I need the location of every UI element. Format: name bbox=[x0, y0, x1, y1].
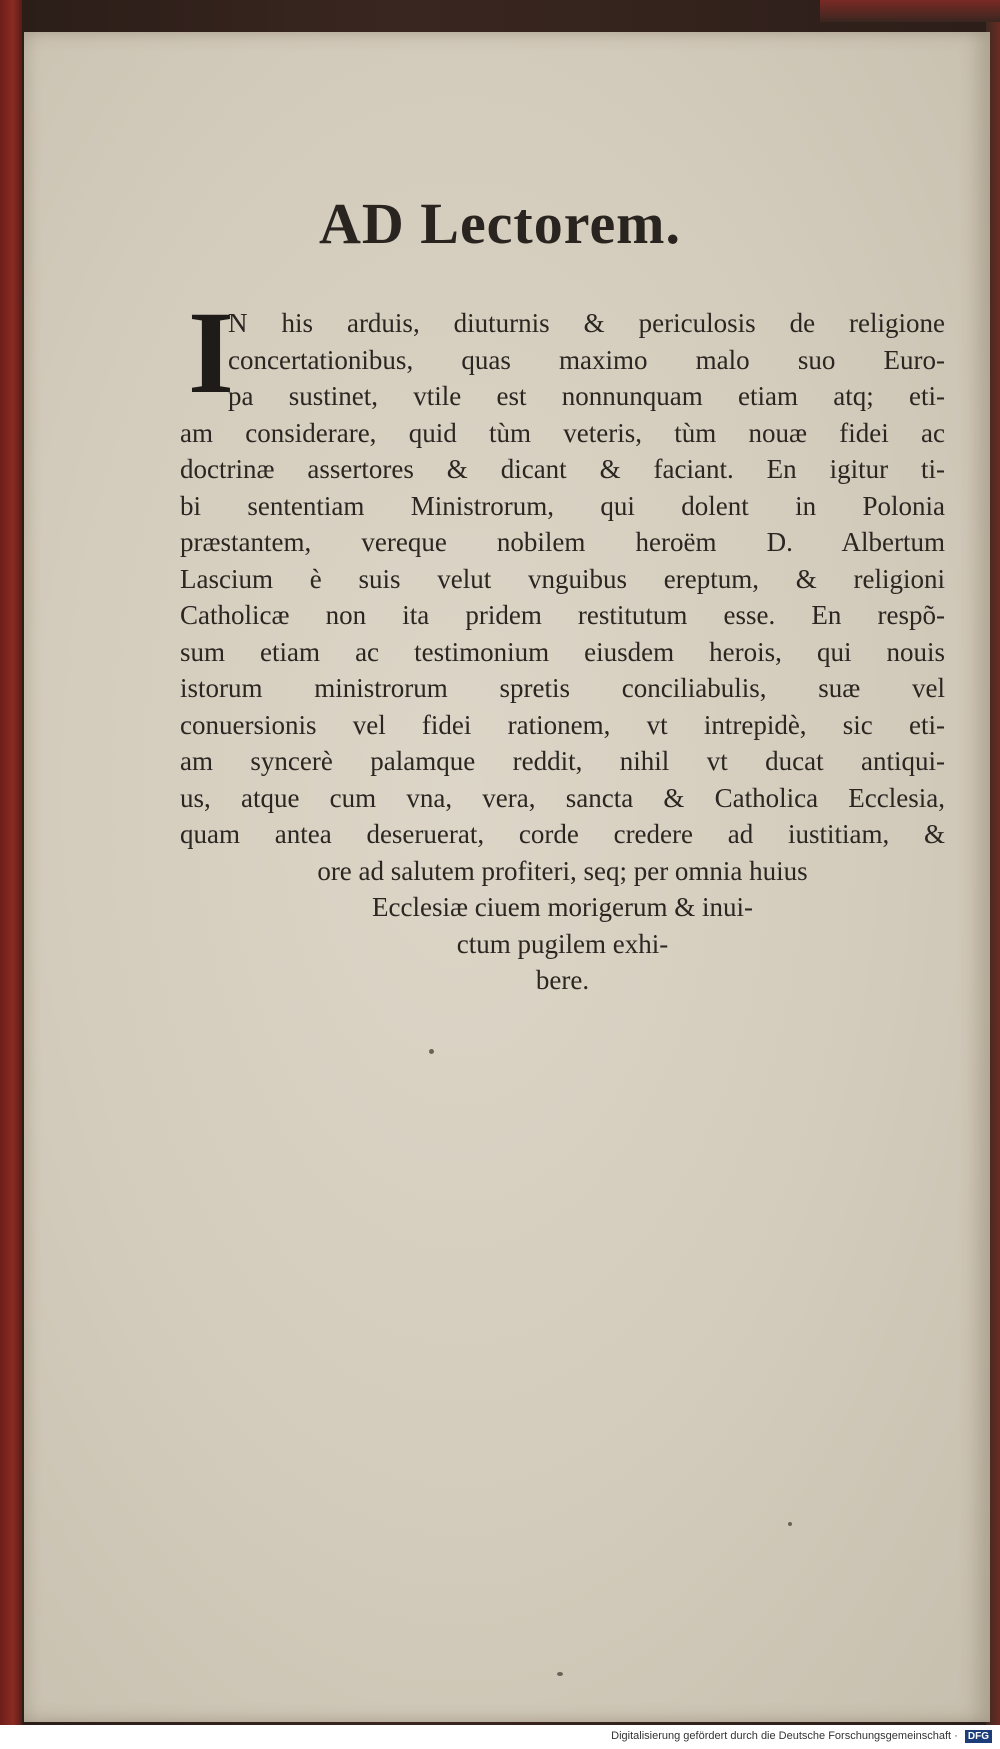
page-heading: AD Lectorem. bbox=[318, 191, 681, 256]
text-line: ctum pugilem exhi- bbox=[456, 928, 669, 959]
text-line: istorum ministrorum spretis conciliabulis, suæ vel bbox=[180, 673, 945, 703]
text-line: Ecclesiæ ciuem morigerum & inui- bbox=[372, 892, 753, 922]
text-line: am syncerè palamque reddit, nihil vt ducat antiqui- bbox=[180, 746, 945, 776]
body-text bbox=[180, 305, 945, 999]
text-line: bere. bbox=[535, 965, 590, 995]
ink-speck bbox=[429, 1049, 434, 1054]
text-line: quam antea deseruerat, corde credere ad iustitiam, & bbox=[180, 819, 945, 849]
text-line: concertationibus, quas maximo malo suo Euro- bbox=[228, 344, 945, 375]
text-line: sum etiam ac testimonium eiusdem herois, qui nouis bbox=[180, 636, 945, 667]
text-line: doctrinæ assertores & dicant & faciant. En igitur ti- bbox=[180, 454, 945, 484]
text-line: conuersionis vel fidei rationem, vt intrepidè, sic eti- bbox=[180, 709, 945, 740]
text-line: bi sententiam Ministrorum, qui dolent in Polonia bbox=[180, 490, 945, 521]
text-line: us, atque cum vna, vera, sancta & Catholica Ecclesia, bbox=[180, 782, 945, 813]
text-line: Catholicæ non ita pridem restitutum esse. En respõ- bbox=[180, 600, 945, 630]
ink-speck bbox=[557, 1672, 563, 1676]
dfg-logo: DFG bbox=[965, 1730, 992, 1743]
text-line: am considerare, quid tùm veteris, tùm nouæ fidei ac bbox=[180, 417, 945, 448]
credit-text: Digitalisierung gefördert durch die Deutsche Forschungsgemeinschaft · bbox=[611, 1730, 958, 1742]
text-line: pa sustinet, vtile est nonnunquam etiam atq; eti- bbox=[228, 381, 945, 411]
text-line: Lascium è suis velut vnguibus ereptum, & religioni bbox=[180, 563, 945, 594]
ink-speck bbox=[788, 1522, 792, 1526]
text-line: ore ad salutem profiteri, seq; per omnia huius bbox=[317, 855, 808, 886]
binding-edge-top bbox=[820, 0, 1000, 22]
drop-cap-initial: I bbox=[188, 287, 234, 418]
binding-edge-left bbox=[0, 0, 22, 1725]
text-line: N his arduis, diuturnis & periculosis de religione bbox=[228, 308, 945, 338]
text-line: præstantem, vereque nobilem heroëm D. Albertum bbox=[180, 527, 945, 557]
digitization-credit bbox=[611, 1729, 992, 1743]
